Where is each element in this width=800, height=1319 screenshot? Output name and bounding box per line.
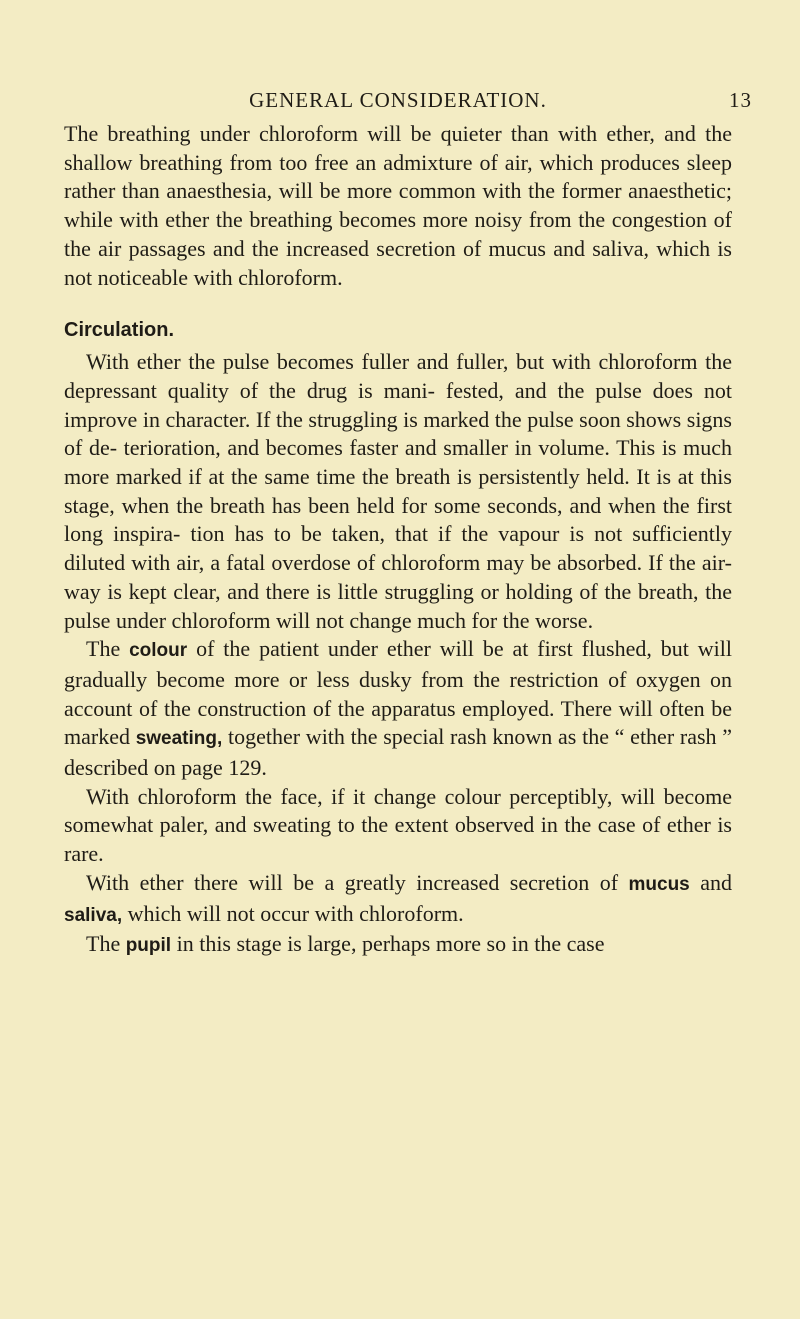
running-title: GENERAL CONSIDERATION. <box>249 88 547 112</box>
text: of the patient under ether will be at first flushed, but will gradually become more or less dusky from the restriction of oxygen on account of the construction of the apparatus employed. There will often be marked <box>64 636 732 750</box>
term-saliva: saliva, <box>64 904 123 926</box>
paragraph-secretion <box>64 869 732 930</box>
text: The <box>86 931 126 957</box>
paragraph-chloroform-face: With chloroform the face, if it change colour perceptibly, will become somewhat paler, and sweating to the extent observed in the case of ether is rare. <box>64 783 732 867</box>
text: With ether there will be a greatly increased secretion of <box>86 869 629 895</box>
paragraph-pulse: With ether the pulse becomes fuller and fuller, but with chloroform the depressant quality of the drug is mani- fested, and the pulse does not improve in character. If the struggling is marked the pulse soon shows signs of de- terioration, and becomes faster and smaller in volume. This is much more marked if at the same time the breath is persistently held. It is at this stage, when the breath has been held for some seconds, and when the first long inspira- tion has to be taken, that if the vapour is not sufficiently diluted with air, a fatal overdose of chloroform may be absorbed. If the air-way is kept clear, and there is little struggling or holding of the breath, the pulse under chloroform will not change much for the worse. <box>64 349 732 633</box>
term-sweating: sweating, <box>135 728 223 750</box>
running-header <box>64 84 752 120</box>
text: The <box>86 636 130 662</box>
text: and <box>689 869 732 895</box>
term-pupil: pupil <box>125 935 172 957</box>
page-number: 13 <box>729 88 752 112</box>
book-page <box>64 84 752 961</box>
section-heading-circulation: Circulation. <box>64 319 175 342</box>
paragraph-breathing: The breathing under chloroform will be quieter than with ether, and the shallow breathing from too free an admixture of air, which produces sleep rather than anaesthesia, will be more common with the former anaesthetic; while with ether the breathing becomes more noisy from the congestion of the air passages and the increased secretion of mucus and saliva, which is not noticeable with chloroform. <box>64 121 732 290</box>
text: in this stage is large, perhaps more so in the case <box>171 931 605 957</box>
paragraph-pupil <box>64 930 732 961</box>
paragraph-colour <box>64 635 732 783</box>
text: which will not occur with chloroform. <box>122 900 464 926</box>
term-colour: colour <box>129 640 188 662</box>
term-mucus: mucus <box>628 873 690 895</box>
text: together with the special rash known as the “ ether rash ” described on page 129. <box>64 724 733 781</box>
